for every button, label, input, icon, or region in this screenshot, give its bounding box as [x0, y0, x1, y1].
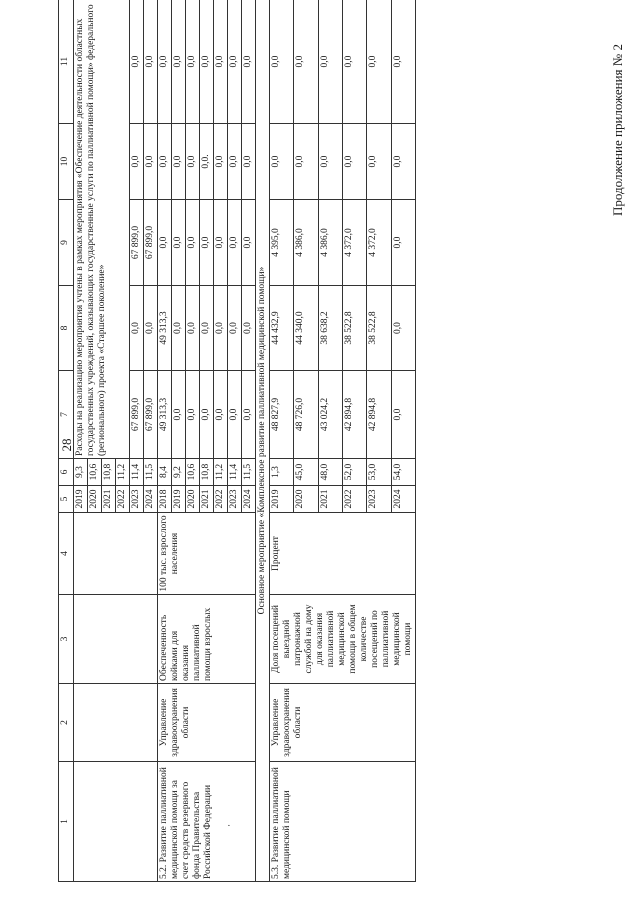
- value-cell: 0,0: [367, 124, 391, 200]
- measure-5-3-executor: Управление здравоохранения области: [270, 684, 416, 762]
- value-cell: 0,0: [228, 0, 242, 124]
- value-cell: 49 313,3: [158, 371, 172, 459]
- value-cell: 0,0: [342, 0, 366, 124]
- measure-5-2-text: 5.2. Развитие паллиативной медицинской помощи за счет средств резервного фонда Правительства Российской Федерации: [159, 767, 213, 879]
- value-cell: 0,0: [391, 286, 415, 371]
- value-cell: 44 432,9: [270, 286, 294, 371]
- value-cell: 9,2: [172, 459, 186, 486]
- col-num-7: 7: [59, 371, 74, 459]
- value-cell: 0,0: [214, 371, 228, 459]
- year-cell: 2023: [228, 486, 242, 513]
- value-cell: 0,0: [228, 286, 242, 371]
- value-cell: 0,0: [242, 0, 256, 124]
- col-num-5: 5: [59, 486, 74, 513]
- value-cell: 0,0: [342, 124, 366, 200]
- table-row: [74, 0, 88, 882]
- value-cell: 53,0: [367, 459, 391, 486]
- year-cell: 2021: [318, 486, 342, 513]
- table-row: [158, 0, 172, 882]
- value-cell: 0,0: [172, 0, 186, 124]
- value-cell: 0,0.: [200, 124, 214, 200]
- value-cell: 11,2: [214, 459, 228, 486]
- value-cell: 67 899,0: [130, 371, 144, 459]
- col-num-1: 1: [59, 762, 74, 882]
- value-cell: 0,0: [200, 286, 214, 371]
- year-cell: 2021: [200, 486, 214, 513]
- value-cell: 52,0: [342, 459, 366, 486]
- value-cell: 8,4: [158, 459, 172, 486]
- value-cell: 0,0: [391, 200, 415, 286]
- value-cell: 1,3: [270, 459, 294, 486]
- value-cell: 0,0: [172, 286, 186, 371]
- value-cell: 4 372,0: [367, 200, 391, 286]
- value-cell: 11,4: [130, 459, 144, 486]
- value-cell: 67 899,0: [144, 200, 158, 286]
- measure-5-2-executor: Управление здравоохранения области: [158, 684, 256, 762]
- value-cell: 0,0: [228, 371, 242, 459]
- value-cell: 4 395,0: [270, 200, 294, 286]
- value-cell: 0,0: [242, 124, 256, 200]
- value-cell: 38 522,8: [367, 286, 391, 371]
- value-cell: 38 638,2: [318, 286, 342, 371]
- value-cell: 10,6: [186, 459, 200, 486]
- value-cell: 48 827,9: [270, 371, 294, 459]
- value-cell: 67 899,0: [144, 371, 158, 459]
- value-cell: 0,0: [214, 124, 228, 200]
- year-cell: 2024: [391, 486, 415, 513]
- year-cell: 2020: [88, 486, 102, 513]
- value-cell: 0,0: [318, 0, 342, 124]
- column-number-row: [59, 0, 74, 882]
- value-cell: 10,8: [102, 459, 116, 486]
- section-row: [256, 0, 270, 882]
- cont-cell-4: [74, 513, 158, 595]
- col-num-2: 2: [59, 684, 74, 762]
- year-cell: 2019: [74, 486, 88, 513]
- value-cell: 0,0: [186, 200, 200, 286]
- value-cell: 0,0: [158, 200, 172, 286]
- col-num-8: 8: [59, 286, 74, 371]
- value-cell: 67 899,0: [130, 200, 144, 286]
- value-cell: 0,0: [294, 0, 318, 124]
- year-cell: 2018: [158, 486, 172, 513]
- value-cell: 0,0: [200, 371, 214, 459]
- value-cell: 0,0: [172, 200, 186, 286]
- measure-5-2-indicator: Обеспеченность койками для оказания паллиативной помощи взрослых: [158, 595, 256, 684]
- cont-cell-1: [74, 762, 158, 882]
- value-cell: 0,0: [158, 0, 172, 124]
- value-cell: 0,0: [200, 0, 214, 124]
- value-cell: 0,0: [186, 286, 200, 371]
- value-cell: 11,2: [116, 459, 130, 486]
- program-table: [58, 0, 416, 882]
- value-cell: 0,0: [130, 124, 144, 200]
- col-num-11: 11: [59, 0, 74, 124]
- value-cell: 0,0: [186, 124, 200, 200]
- year-cell: 2022: [342, 486, 366, 513]
- col-num-9: 9: [59, 200, 74, 286]
- col-num-10: 10: [59, 124, 74, 200]
- section-title: Основное мероприятие «Комплексное развитие паллиативной медицинской помощи»: [256, 0, 270, 882]
- measure-5-3-indicator: Доля посещений выездной патронажной службой на дому для оказания паллиативной медицинской помощи в общем количестве посещений по паллиативной медицинской помощи: [270, 595, 416, 684]
- appendix-title: Продолжение приложения № 2: [610, 44, 625, 216]
- value-cell: 0,0: [270, 0, 294, 124]
- value-cell: 48 726,0: [294, 371, 318, 459]
- value-cell: 48,0: [318, 459, 342, 486]
- table-row: [270, 0, 294, 882]
- measure-5-3-name: 5.3. Развитие паллиативной медицинской помощи: [270, 762, 416, 882]
- value-cell: 0,0: [130, 286, 144, 371]
- value-cell: 0,0: [158, 124, 172, 200]
- financing-note: Расходы на реализацию мероприятия учтены в рамках мероприятия «Обеспечение деятельности областных государственных учреждений, оказывающих государственные услуги по паллиативной помощи» федерального (регионального) проекта «Старшее поколение»: [74, 0, 130, 459]
- value-cell: 49 313,3: [158, 286, 172, 371]
- year-cell: 2019: [172, 486, 186, 513]
- value-cell: 43 024,2: [318, 371, 342, 459]
- cont-cell-2: [74, 684, 158, 762]
- value-cell: 38 522,8: [342, 286, 366, 371]
- year-cell: 2024: [144, 486, 158, 513]
- value-cell: 0,0: [186, 0, 200, 124]
- value-cell: 0,0: [391, 0, 415, 124]
- year-cell: 2022: [116, 486, 130, 513]
- value-cell: 11,4: [228, 459, 242, 486]
- value-cell: 10,6: [88, 459, 102, 486]
- value-cell: 0,0: [242, 371, 256, 459]
- year-cell: 2024: [242, 486, 256, 513]
- value-cell: 11,5: [242, 459, 256, 486]
- rotated-sheet: [58, 4, 413, 882]
- measure-5-2-name: [158, 762, 256, 882]
- value-cell: 0,0: [144, 124, 158, 200]
- value-cell: 0,0: [214, 200, 228, 286]
- year-cell: 2020: [186, 486, 200, 513]
- value-cell: 42 894,8: [342, 371, 366, 459]
- value-cell: 0,0: [318, 124, 342, 200]
- measure-5-2-unit: 100 тыс. взрослого населения: [158, 513, 256, 595]
- value-cell: 4 386,0: [294, 200, 318, 286]
- value-cell: 9,3: [74, 459, 88, 486]
- value-cell: 54,0: [391, 459, 415, 486]
- year-cell: 2022: [214, 486, 228, 513]
- year-cell: 2021: [102, 486, 116, 513]
- value-cell: 45,0: [294, 459, 318, 486]
- col-num-6: 6: [59, 459, 74, 486]
- value-cell: 0,0: [270, 124, 294, 200]
- value-cell: 0,0: [228, 200, 242, 286]
- value-cell: 0,0: [391, 124, 415, 200]
- value-cell: 0,0: [367, 0, 391, 124]
- value-cell: 0,0: [172, 124, 186, 200]
- value-cell: 4 386,0: [318, 200, 342, 286]
- value-cell: 11,5: [144, 459, 158, 486]
- col-num-4: 4: [59, 513, 74, 595]
- value-cell: 0,0: [200, 200, 214, 286]
- col-num-3: 3: [59, 595, 74, 684]
- year-cell: 2019: [270, 486, 294, 513]
- value-cell: 0,0: [242, 200, 256, 286]
- value-cell: 0,0: [391, 371, 415, 459]
- value-cell: 0,0: [130, 0, 144, 124]
- year-cell: 2020: [294, 486, 318, 513]
- value-cell: 0,0: [144, 286, 158, 371]
- value-cell: 0,0: [228, 124, 242, 200]
- page-number: 28: [59, 438, 74, 452]
- cont-cell-3: [74, 595, 158, 684]
- value-cell: 0,0: [144, 0, 158, 124]
- value-cell: 0,0: [172, 371, 186, 459]
- value-cell: 0,0: [186, 371, 200, 459]
- value-cell: 0,0: [242, 286, 256, 371]
- table-stage: [58, 4, 413, 882]
- measure-5-3-unit: Процент: [270, 513, 416, 595]
- value-cell: 44 340,0: [294, 286, 318, 371]
- value-cell: 0,0: [214, 286, 228, 371]
- value-cell: 4 372,0: [342, 200, 366, 286]
- value-cell: 10,8: [200, 459, 214, 486]
- stray-dot: ·: [225, 823, 235, 827]
- value-cell: 42 894,8: [367, 371, 391, 459]
- value-cell: 0,0: [214, 0, 228, 124]
- year-cell: 2023: [130, 486, 144, 513]
- year-cell: 2023: [367, 486, 391, 513]
- value-cell: 0,0: [294, 124, 318, 200]
